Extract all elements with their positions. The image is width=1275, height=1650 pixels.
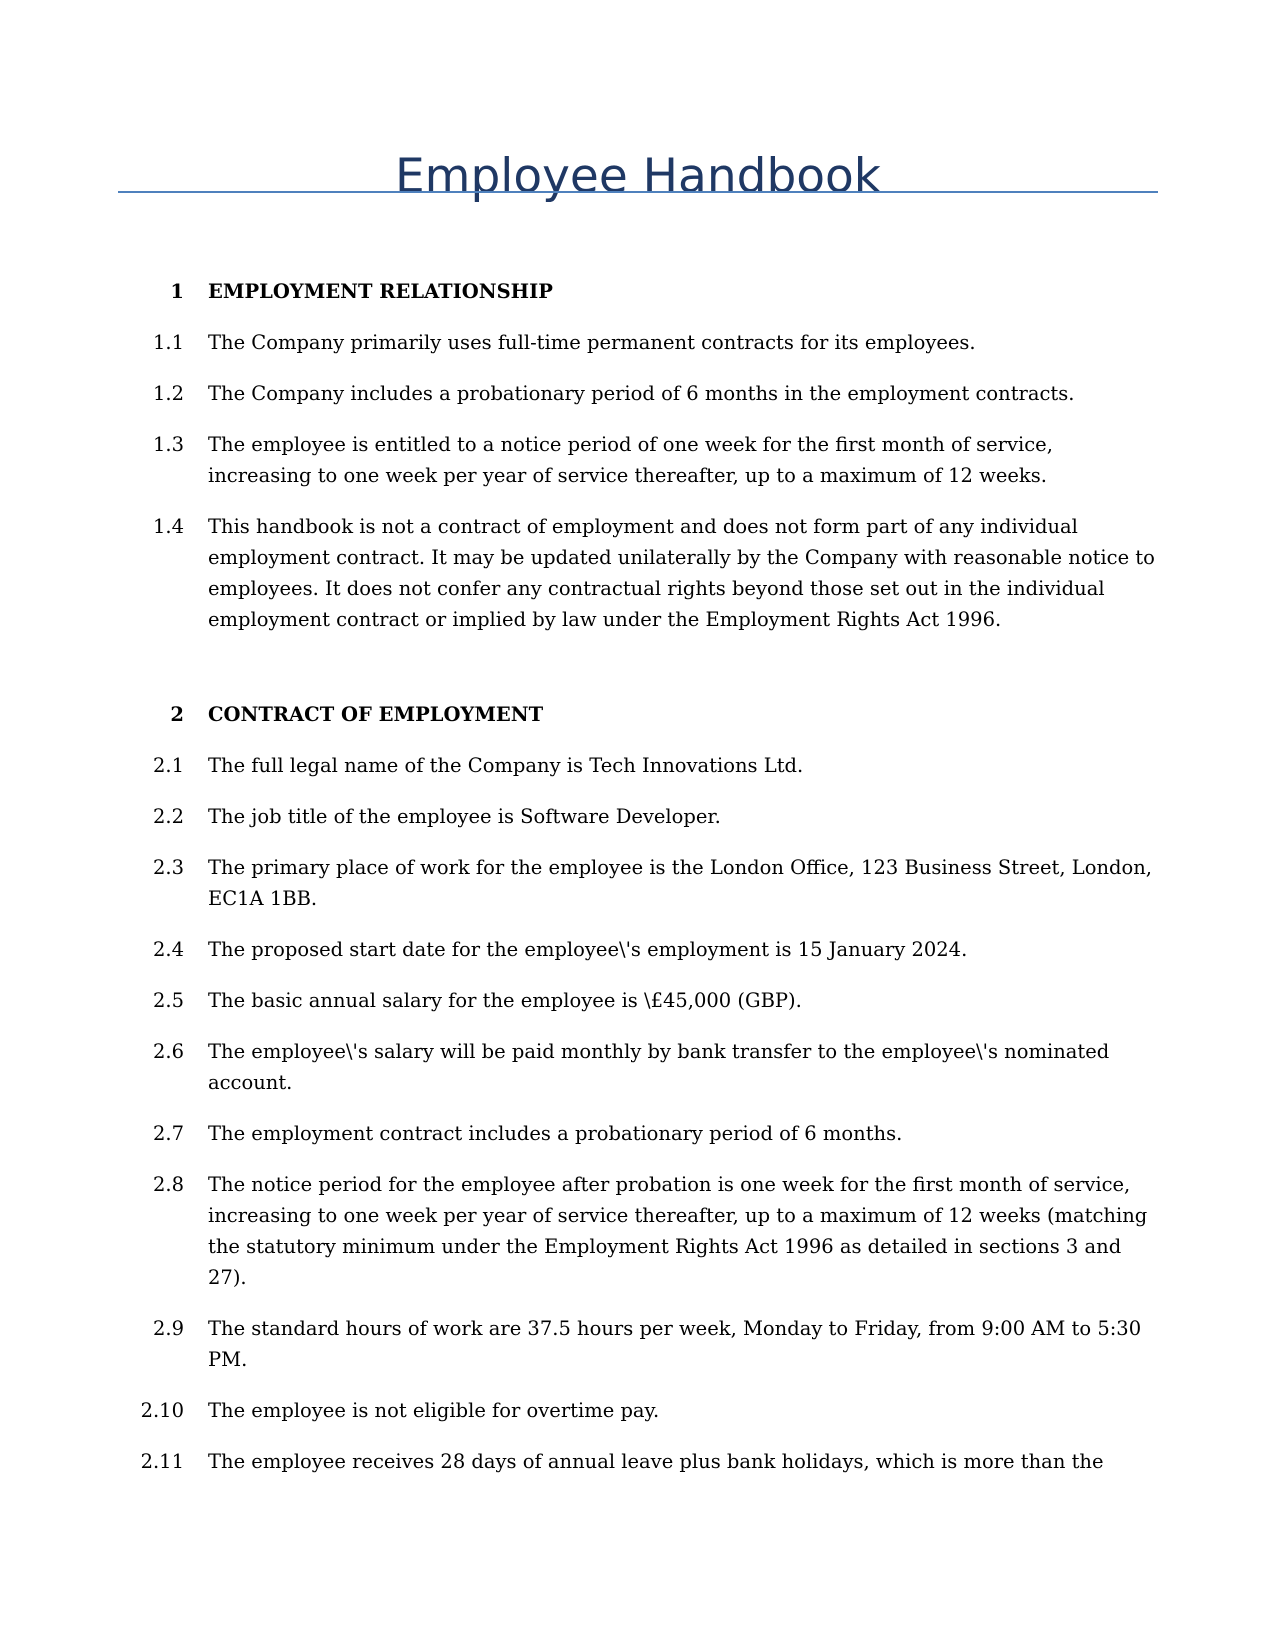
title-underline-rule [118,191,1158,193]
clause [118,1036,1158,1098]
clause-number: 1.4 [152,515,184,538]
clause [118,1395,1158,1426]
clause-number: 2.7 [152,1122,184,1145]
clause-text: The Company primarily uses full-time permanent contracts for its employees. [208,331,976,354]
clause-number: 1.3 [152,433,184,456]
section-number: 2 [170,703,184,726]
clause [118,1446,1158,1477]
section-heading-text: EMPLOYMENT RELATIONSHIP [208,280,553,303]
clause-number: 2.9 [152,1317,184,1340]
clause [118,1118,1158,1149]
clause-text: This handbook is not a contract of employment and does not form part of any individual employment contract. It may be updated unilaterally by the Company with reasonable notice to employees. It does not confer any contractual rights beyond those set out in the individual employment contract or implied by law under the Employment Rights Act 1996. [208,515,1155,631]
clause [118,327,1158,358]
clause [118,985,1158,1016]
clause-number: 2.6 [152,1040,184,1063]
clause-number: 2.1 [152,754,184,777]
clause-number: 2.4 [152,938,184,961]
clause-number: 2.11 [140,1450,184,1473]
clause-text: The employee is entitled to a notice period of one week for the first month of service, increasing to one week per year of service thereafter, up to a maximum of 12 weeks. [208,433,1053,487]
clause [118,852,1158,914]
clause-text: The Company includes a probationary period of 6 months in the employment contracts. [208,382,1075,405]
clause-text: The notice period for the employee after probation is one week for the first month of service, increasing to one week per year of service thereafter, up to a maximum of 12 weeks (matching the statutory minimum under the Employment Rights Act 1996 as detailed in sections 3 and 27). [208,1173,1148,1289]
section-number: 1 [170,280,184,303]
section-heading-text: CONTRACT OF EMPLOYMENT [208,703,544,726]
clause-text: The standard hours of work are 37.5 hours per week, Monday to Friday, from 9:00 AM to 5:30 PM. [208,1317,1142,1371]
clause-text: The employee\'s salary will be paid monthly by bank transfer to the employee\'s nominated account. [208,1040,1110,1094]
clause-text: The proposed start date for the employee\'s employment is 15 January 2024. [208,938,968,961]
clause-number: 2.10 [140,1399,184,1422]
clause-text: The employment contract includes a probationary period of 6 months. [208,1122,903,1145]
clause-number: 1.2 [152,382,184,405]
document-body [118,276,1158,1497]
clause-number: 2.2 [152,805,184,828]
clause-number: 2.5 [152,989,184,1012]
section-contract-of-employment [118,699,1158,1477]
clause [118,1169,1158,1293]
clause [118,429,1158,491]
clause-text: The employee receives 28 days of annual leave plus bank holidays, which is more than the [208,1450,1104,1473]
clause [118,378,1158,409]
section-heading [118,276,1158,307]
clause-text: The job title of the employee is Software Developer. [208,805,721,828]
clause [118,750,1158,781]
clause [118,1313,1158,1375]
clause-text: The full legal name of the Company is Tech Innovations Ltd. [208,754,804,777]
clause [118,511,1158,635]
clause-text: The employee is not eligible for overtime pay. [208,1399,660,1422]
section-heading [118,699,1158,730]
clause-number: 2.3 [152,856,184,879]
clause-text: The basic annual salary for the employee is \£45,000 (GBP). [208,989,802,1012]
clause [118,801,1158,832]
clause-number: 1.1 [152,331,184,354]
clause-text: The primary place of work for the employee is the London Office, 123 Business Street, London, EC1A 1BB. [208,856,1152,910]
document-title: Employee Handbook [394,149,882,205]
clause [118,934,1158,965]
section-employment-relationship [118,276,1158,635]
clause-number: 2.8 [152,1173,184,1196]
